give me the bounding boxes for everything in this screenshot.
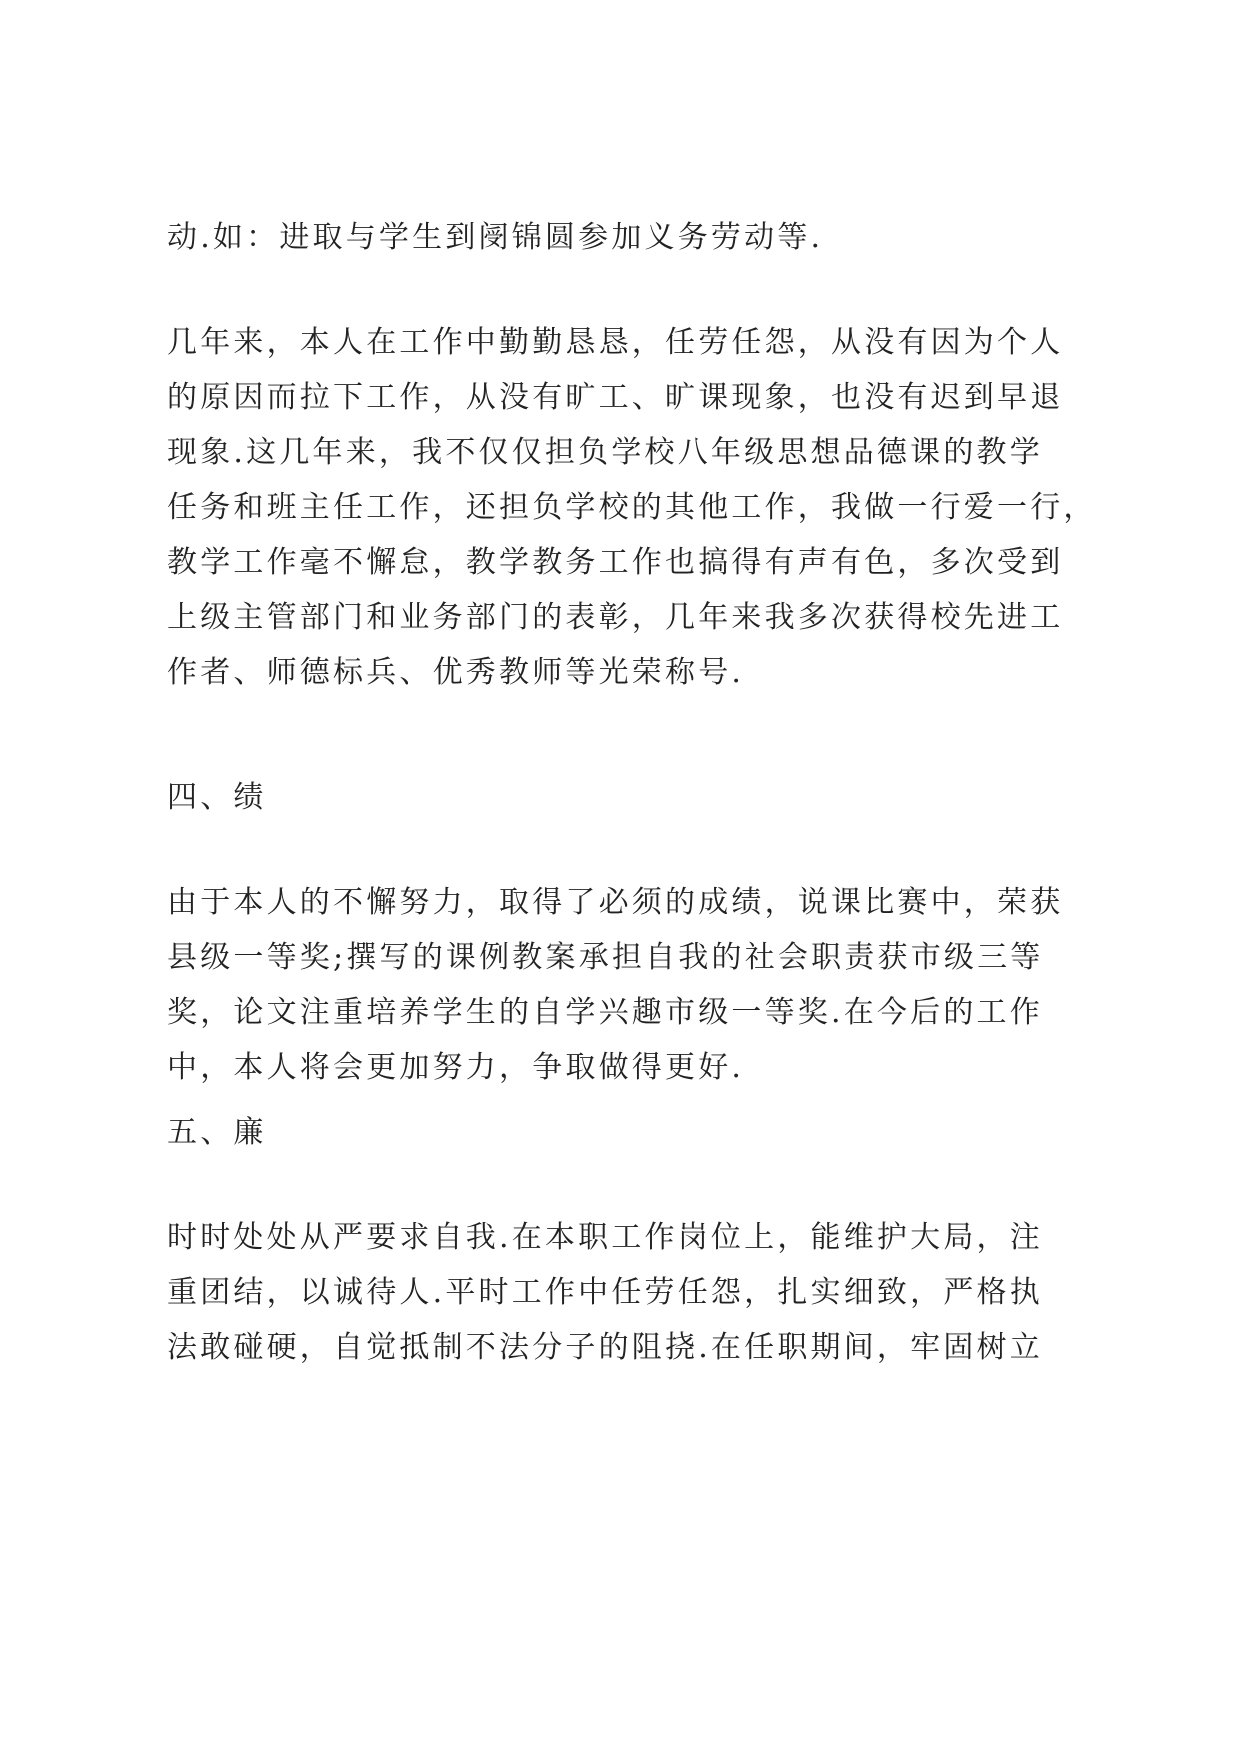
- paragraph-work-attitude: [167, 315, 1097, 700]
- text-line: 重团结，以诚待人.平时工作中任劳任怨，扎实细致，严格执: [167, 1275, 1043, 1310]
- text-line: 由于本人的不懈努力，取得了必须的成绩，说课比赛中，荣获: [167, 885, 1064, 920]
- paragraph-integrity: [167, 1210, 1087, 1375]
- section-heading-text: 五、廉: [167, 1115, 267, 1150]
- text-line: 中，本人将会更加努力，争取做得更好.: [167, 1050, 745, 1085]
- paragraph-achievements: [167, 875, 1087, 1095]
- text-line: 现象.这几年来，我不仅仅担负学校八年级思想品德课的教学: [167, 435, 1043, 470]
- text-line: 时时处处从严要求自我.在本职工作岗位上，能维护大局，注: [167, 1220, 1043, 1255]
- text-line: 县级一等奖;撰写的课例教案承担自我的社会职责获市级三等: [167, 940, 1044, 975]
- section-heading-text: 四、绩: [167, 780, 267, 815]
- text-line: 法敢碰硬，自觉抵制不法分子的阻挠.在任职期间，牢固树立: [167, 1330, 1043, 1365]
- text-line: 任务和班主任工作，还担负学校的其他工作，我做一行爱一行，: [167, 490, 1097, 525]
- text-line: 几年来，本人在工作中勤勤恳恳，任劳任怨，从没有因为个人: [167, 325, 1064, 360]
- text-line: 作者、师德标兵、优秀教师等光荣称号.: [167, 655, 745, 690]
- text-line: 动.如：进取与学生到阌锦圆参加义务劳动等.: [167, 220, 824, 255]
- paragraph-continuation: [167, 210, 1087, 265]
- text-line: 奖，论文注重培养学生的自学兴趣市级一等奖.在今后的工作: [167, 995, 1043, 1030]
- section-heading-achievement: [167, 770, 1087, 825]
- text-line: 的原因而拉下工作，从没有旷工、旷课现象，也没有迟到早退: [167, 380, 1064, 415]
- text-line: 上级主管部门和业务部门的表彰，几年来我多次获得校先进工: [167, 600, 1064, 635]
- text-line: 教学工作毫不懈怠，教学教务工作也搞得有声有色，多次受到: [167, 545, 1064, 580]
- section-heading-integrity: [167, 1105, 1087, 1160]
